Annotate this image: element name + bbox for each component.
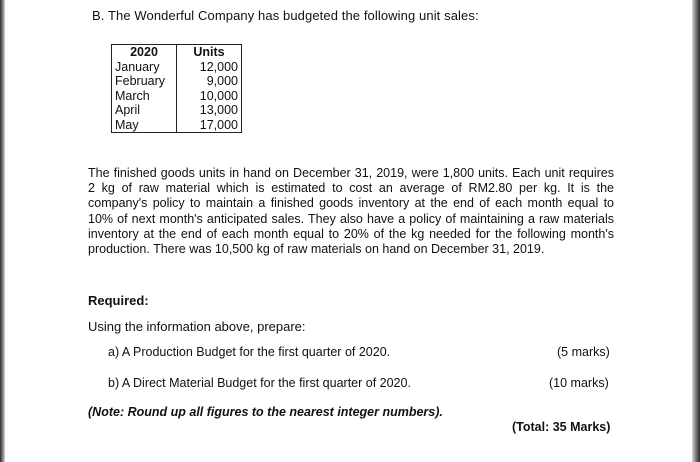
table-cell-units: 13,000 [177,103,242,118]
question-heading: B. The Wonderful Company has budgeted the following unit sales: [92,8,479,23]
total-marks: (Total: 35 Marks) [512,420,611,434]
table-row [112,89,242,104]
part-a-marks: (5 marks) [557,345,610,359]
scenario-paragraph: The finished goods units in hand on December 31, 2019, were 1,800 units. Each unit requires 2 kg of raw material which is estimated to cost an average of RM2.80 per kg. It is the company's policy to maintain a finished goods inventory at the end of each month equal to 10% of next month's anticipated sales. They also have a policy of maintaining a raw materials inventory at the end of each month equal to 20% of the kg needed for the following month's production. There was 10,500 kg of raw materials on hand on December 31, 2019. [88,166,614,257]
table-header-row [112,45,242,60]
table-cell-month: February [112,74,177,89]
table-cell-units: 12,000 [177,60,242,75]
part-a-text: a) A Production Budget for the first quarter of 2020. [108,345,391,359]
instructions-text: Using the information above, prepare: [88,319,306,334]
page-edge-shadow-right [692,0,700,462]
table-header-units: Units [177,45,242,60]
part-b-text: b) A Direct Material Budget for the first quarter of 2020. [108,376,411,390]
required-label: Required: [88,293,149,308]
table-row [112,60,242,75]
table-row [112,74,242,89]
table-cell-units: 9,000 [177,74,242,89]
table-cell-units: 17,000 [177,118,242,133]
part-b-marks: (10 marks) [549,376,609,390]
unit-sales-table [111,44,242,133]
table-header-year: 2020 [112,45,177,60]
table-cell-month: January [112,60,177,75]
table-cell-month: May [112,118,177,133]
rounding-note: (Note: Round up all figures to the nearest integer numbers). [88,405,443,419]
table-cell-month: April [112,103,177,118]
table-row [112,118,242,133]
page-edge-shadow-left [0,0,5,462]
table-cell-units: 10,000 [177,89,242,104]
table-cell-month: March [112,89,177,104]
table-row [112,103,242,118]
